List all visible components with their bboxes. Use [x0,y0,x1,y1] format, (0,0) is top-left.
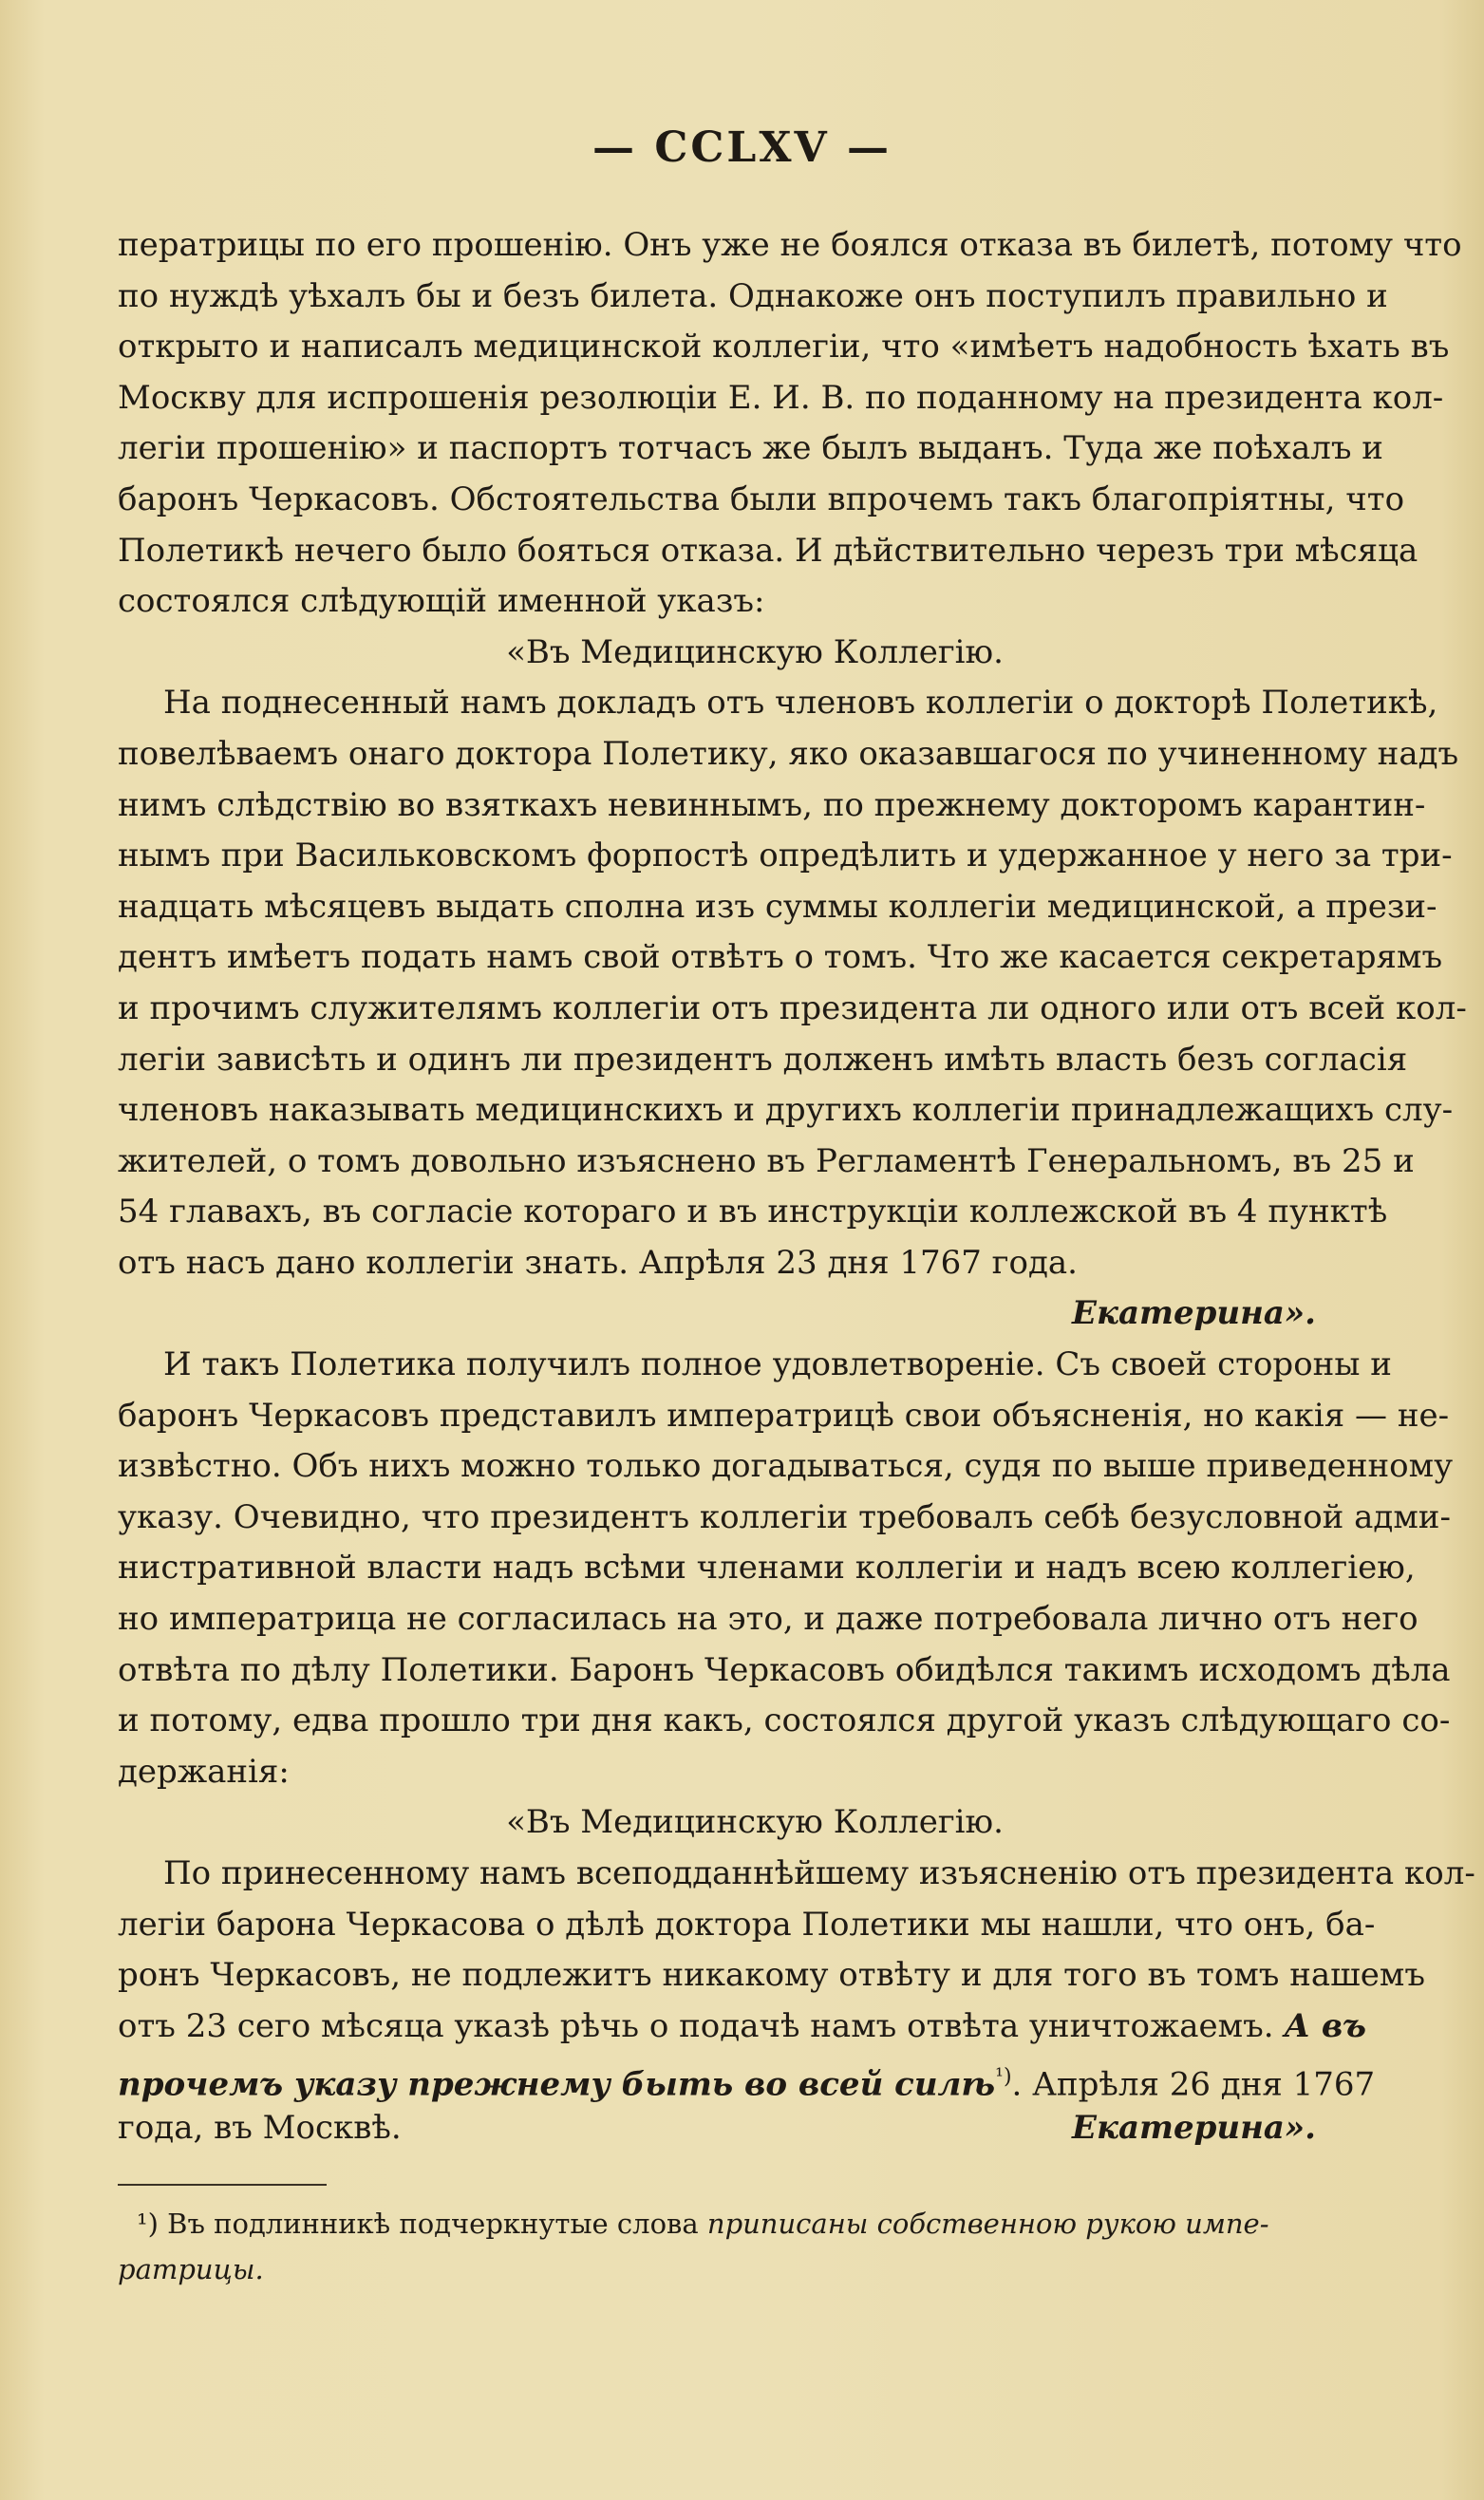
signature: Екатерина». [1072,2108,1316,2147]
footnote-rule [118,2184,327,2186]
text-line: легіи прошенію» и паспортъ тотчасъ же былъ выданъ. Туда же поѣхалъ и [118,429,1383,468]
text-line: И такъ Полетика получилъ полное удовлетвореніе. Съ своей стороны и [163,1345,1392,1384]
text-line: состоялся слѣдующій именной указъ: [118,582,765,621]
text-span: . Апрѣля 26 дня 1767 [1011,2065,1376,2104]
text-line: отвѣта по дѣлу Полетики. Баронъ Черкасовъ обидѣлся такимъ исходомъ дѣла [118,1650,1451,1689]
text-span: года, въ Москвѣ. [118,2108,402,2147]
text-line: держанія: [118,1752,290,1791]
text-line: баронъ Черкасовъ. Обстоятельства были впрочемъ такъ благопріятны, что [118,479,1405,518]
italic-span: прочемъ указу прежнему быть во всей силѣ [118,2065,996,2104]
decree-heading: «Въ Медицинскую Коллегію. [506,632,1004,671]
text-line [118,2103,1335,2154]
text-line: ронъ Черкасовъ, не подлежитъ никакому отвѣту и для того въ томъ нашемъ [118,1956,1425,1995]
text-line: баронъ Черкасовъ представилъ императрицѣ свои объясненія, но какія — не- [118,1396,1450,1435]
running-head: — CCLXV — [592,123,892,172]
text-line: По принесенному намъ всеподданнѣйшему изъясненію отъ президента кол- [163,1854,1475,1892]
text-line: по нуждѣ уѣхалъ бы и безъ билета. Однакоже онъ поступилъ правильно и [118,276,1388,315]
text-line: На поднесенный намъ докладъ отъ членовъ коллегіи о докторѣ Полетикѣ, [163,684,1438,723]
text-line: Москву для испрошенія резолюціи Е. И. В. по поданному на президента кол- [118,378,1444,417]
text-line: и прочимъ служителямъ коллегіи отъ президента ли одного или отъ всей кол- [118,988,1467,1027]
text-line: нистративной власти надъ всѣми членами коллегіи и надъ всею коллегіею, [118,1549,1416,1588]
signature: Екатерина». [1072,1294,1316,1333]
footnote-italic: приписаны собственною рукою импе- [706,2208,1269,2240]
text-line [118,2052,1376,2104]
footnote [118,2201,1335,2292]
footnote-line [118,2201,1335,2246]
paragraph-1 [118,220,1462,628]
text-line: ператрицы по его прошенію. Онъ уже не боялся отказа въ билетѣ, потому что [118,226,1462,264]
text-line: легіи барона Черкасова о дѣлѣ доктора Полетики мы нашли, что онъ, ба- [118,1905,1376,1944]
text-line [118,2002,1366,2053]
footnote-ref[interactable]: ¹) [995,2065,1012,2090]
decree-heading: «Въ Медицинскую Коллегію. [506,1803,1004,1842]
text-line: и потому, едва прошло три дня какъ, состоялся другой указъ слѣдующаго со- [118,1701,1451,1740]
text-line: жителей, о томъ довольно изъяснено въ Регламентѣ Генеральномъ, въ 25 и [118,1141,1415,1180]
body-text [118,220,1475,2154]
footnote-italic: ратрицы. [118,2253,264,2285]
text-line: членовъ наказывать медицинскихъ и другихъ коллегіи принадлежащихъ слу- [118,1091,1454,1130]
decree-2 [118,1797,1475,2153]
text-span: отъ 23 сего мѣсяца указѣ рѣчь о подачѣ намъ отвѣта уничтожаемъ. [118,2006,1274,2045]
decree-1 [118,628,1467,1340]
italic-span: А въ [1284,2006,1366,2045]
text-line: открыто и написалъ медицинской коллегіи, что «имѣетъ надобность ѣхать въ [118,328,1450,367]
text-line: отъ насъ дано коллегіи знать. Апрѣля 23 дня 1767 года. [118,1243,1078,1282]
text-line: надцать мѣсяцевъ выдать сполна изъ суммы коллегіи медицинской, а прези- [118,887,1437,926]
paragraph-2 [118,1340,1454,1797]
text-line: 54 главахъ, въ согласіе котораго и въ инструкціи коллежской въ 4 пунктѣ [118,1193,1388,1231]
footnote-line [118,2246,1335,2292]
text-line: повелѣваемъ онаго доктора Полетику, яко оказавшагося по учиненному надъ [118,734,1459,773]
text-line: нимъ слѣдствію во взяткахъ невиннымъ, по прежнему докторомъ карантин- [118,785,1426,824]
text-line: указу. Очевидно, что президентъ коллегіи требовалъ себѣ безусловной адми- [118,1497,1451,1536]
footnote-text: Въ подлинникѣ подчеркнутые слова [167,2208,699,2240]
footnote-mark: ¹) [137,2208,159,2240]
text-line: легіи зависѣть и одинъ ли президентъ долженъ имѣть власть безъ согласія [118,1040,1408,1079]
text-line: дентъ имѣетъ подать намъ свой отвѣтъ о томъ. Что же касается секретарямъ [118,938,1443,977]
text-line: извѣстно. Объ нихъ можно только догадываться, судя по выше приведенному [118,1447,1454,1486]
text-line: Полетикѣ нечего было бояться отказа. И дѣйствительно черезъ три мѣсяца [118,531,1418,570]
text-line: но императрица не согласилась на это, и даже потребовала лично отъ него [118,1600,1418,1639]
text-line: нымъ при Васильковскомъ форпостѣ опредѣлить и удержанное у него за три- [118,836,1453,875]
